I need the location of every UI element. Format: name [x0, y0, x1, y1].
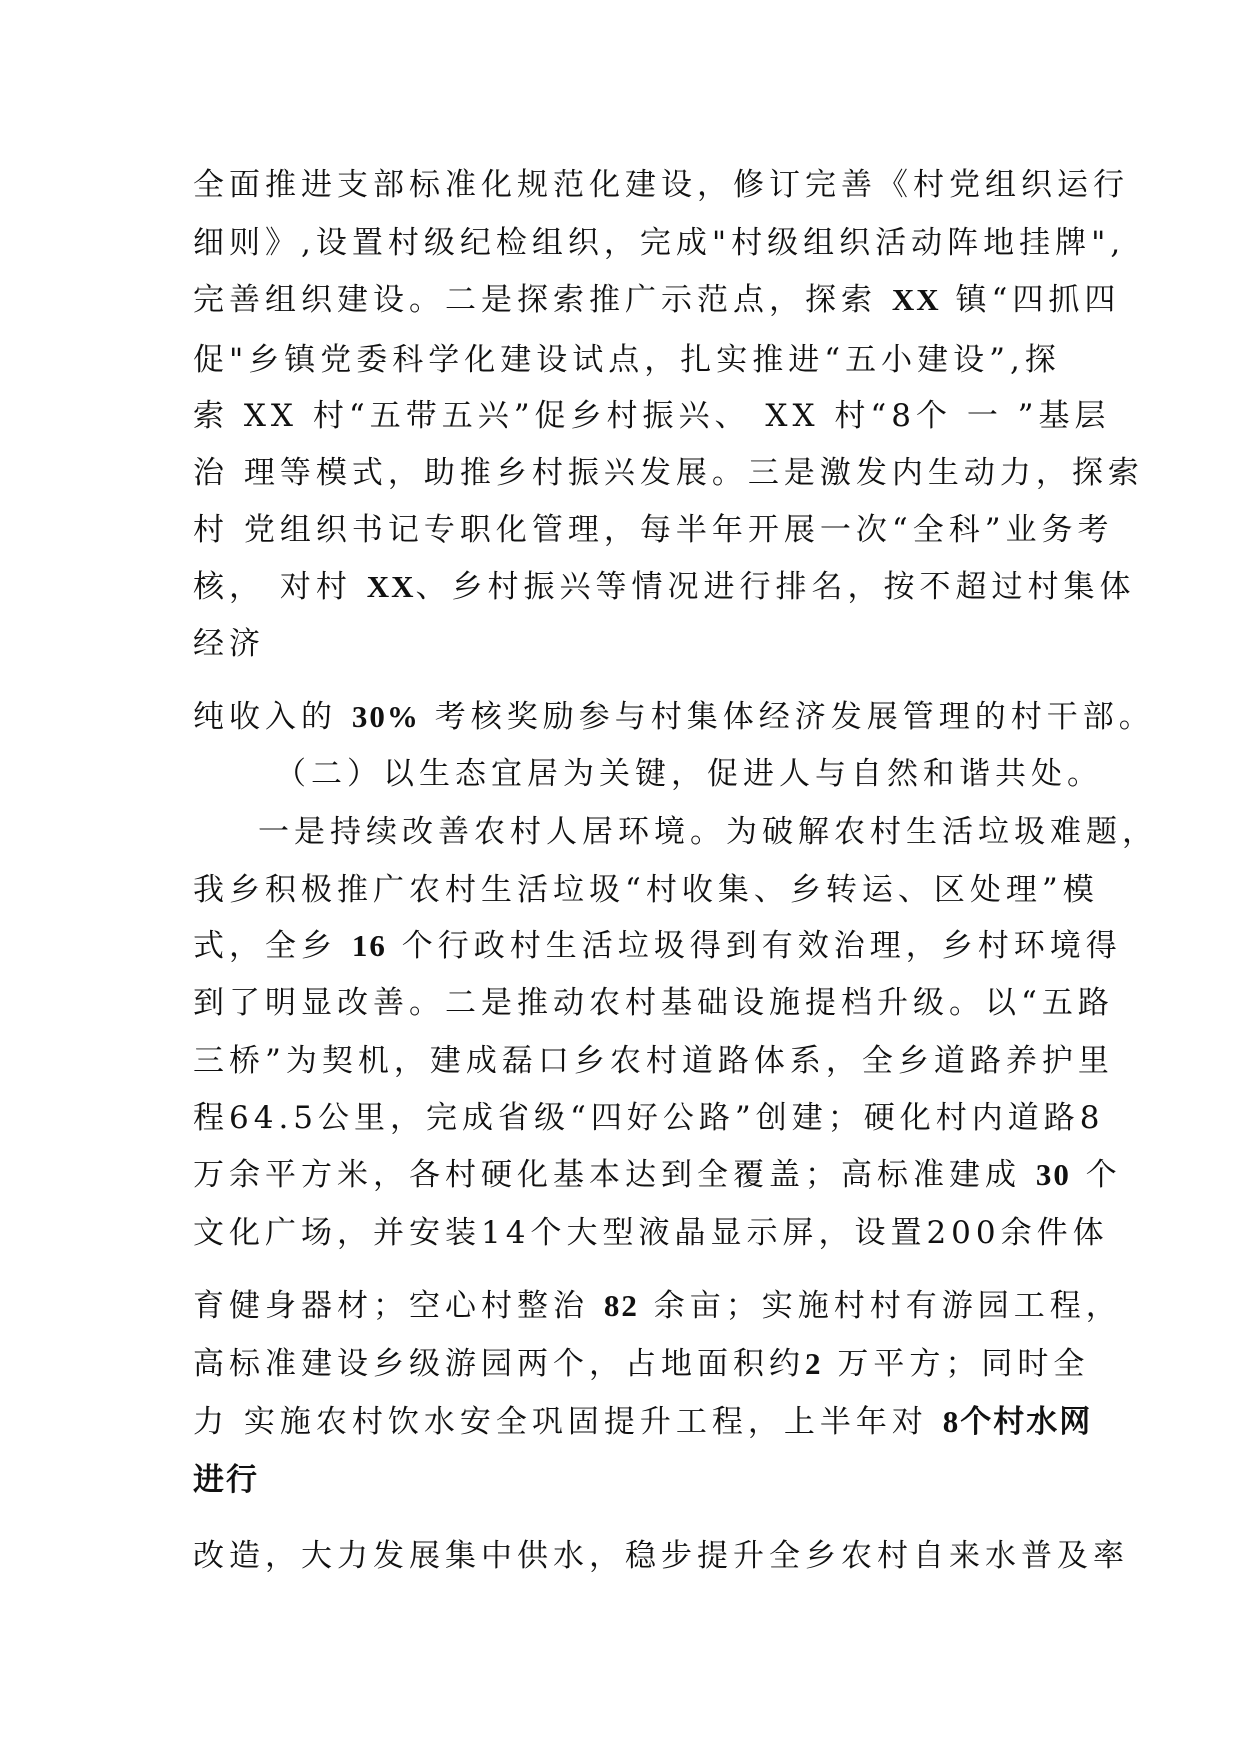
text-line-21 — [193, 1344, 1090, 1384]
text-run: 一是持续改善农村人居环境。为破解农村生活垃圾难题， — [258, 814, 1158, 850]
text-run: 、乡村振兴等情况进行排名，按不超过村集体 — [415, 569, 1136, 605]
text-line-12 — [258, 812, 1158, 852]
text-run: 完善组织建设。二是探索推广示范点，探索 — [193, 282, 892, 318]
text-run: 细则》,设置村级纪检组织，完成"村级组织活动阵地挂牌", — [193, 225, 1126, 261]
text-line-5 — [193, 396, 1111, 436]
text-run: 力 实施农村饮水安全巩固提升工程，上半年对 — [193, 1404, 943, 1440]
text-line-17 — [193, 1098, 1105, 1138]
text-run: 镇“四抓四 — [940, 282, 1121, 318]
text-line-7 — [193, 510, 1114, 550]
text-line-1 — [193, 165, 1129, 205]
text-line-8 — [193, 567, 1136, 607]
text-run: 纯收入的 — [193, 699, 352, 735]
text-run: 治 理等模式，助推乡村振兴发展。三是激发内生动力，探索 — [193, 455, 1144, 491]
bold-run: 82 — [603, 1288, 639, 1323]
text-line-14 — [193, 926, 1122, 966]
text-run: 式，全乡 — [193, 928, 352, 964]
bold-run: 8个村水网 — [942, 1404, 1093, 1439]
text-run: 文化广场，并安装14个大型液晶显示屏，设置200余件体 — [193, 1215, 1109, 1251]
text-run: 村 党组织书记专职化管理，每半年开展一次“全科”业务考 — [193, 512, 1114, 548]
text-run: 三桥”为契机，建成磊口乡农村道路体系，全乡道路养护里 — [193, 1043, 1114, 1079]
text-line-10 — [193, 697, 1155, 737]
text-line-15 — [193, 983, 1114, 1023]
text-run: 经济 — [193, 626, 265, 662]
text-run: 改造，大力发展集中供水，稳步提升全乡农村自来水普及率 — [193, 1538, 1129, 1574]
text-line-3 — [193, 280, 1121, 320]
bold-run: 30 — [1035, 1157, 1071, 1192]
text-run: 个 — [1070, 1157, 1122, 1193]
section-heading — [275, 754, 1155, 794]
text-line-4 — [193, 340, 1073, 380]
text-line-2 — [193, 223, 1126, 263]
text-line-23 — [193, 1460, 1073, 1500]
text-run: 考核奖励参与村集体经济发展管理的村干部。 — [419, 699, 1155, 735]
text-line-16 — [193, 1041, 1114, 1081]
text-run: 余亩；实施村村有游园工程， — [638, 1288, 1122, 1324]
text-run: 促"乡镇党委科学化建设试点，扎实推进“五小建设”,探 — [193, 342, 1061, 378]
text-run: 核， 对村 — [193, 569, 367, 605]
text-run: 索 XX 村“五带五兴”促乡村振兴、 XX 村“8个 一 ”基层 — [193, 398, 1111, 434]
bold-run: XX — [366, 569, 416, 604]
bold-run: 30% — [351, 699, 420, 734]
bold-run: 16 — [351, 928, 387, 963]
text-run: 程64.5公里，完成省级“四好公路”创建；硬化村内道路8 — [193, 1100, 1105, 1136]
bold-run: 2 — [805, 1346, 823, 1381]
text-run: 个行政村生活垃圾得到有效治理，乡村环境得 — [386, 928, 1122, 964]
text-line-24 — [193, 1536, 1129, 1576]
bold-run: 进行 — [193, 1462, 259, 1497]
text-run: 高标准建设乡级游园两个，占地面积约 — [193, 1346, 805, 1382]
text-line-20 — [193, 1286, 1122, 1326]
text-run: 到了明显改善。二是推动农村基础设施提档升级。以“五路 — [193, 985, 1114, 1021]
text-line-9 — [193, 624, 1073, 664]
text-line-13 — [193, 870, 1099, 910]
text-line-22 — [193, 1402, 1093, 1442]
text-run: 万余平方米，各村硬化基本达到全覆盖；高标准建成 — [193, 1157, 1036, 1193]
text-line-18 — [193, 1155, 1122, 1195]
text-run: 万平方；同时全 — [822, 1346, 1090, 1382]
text-run: （二）以生态宜居为关键，促进人与自然和谐共处。 — [275, 756, 1103, 792]
text-run: 育健身器材；空心村整治 — [193, 1288, 604, 1324]
bold-run: XX — [891, 282, 941, 317]
text-run: 全面推进支部标准化规范化建设，修订完善《村党组织运行 — [193, 167, 1129, 203]
text-line-6 — [193, 453, 1144, 493]
text-run: 我乡积极推广农村生活垃圾“村收集、乡转运、区处理”模 — [193, 872, 1099, 908]
text-line-19 — [193, 1213, 1109, 1253]
